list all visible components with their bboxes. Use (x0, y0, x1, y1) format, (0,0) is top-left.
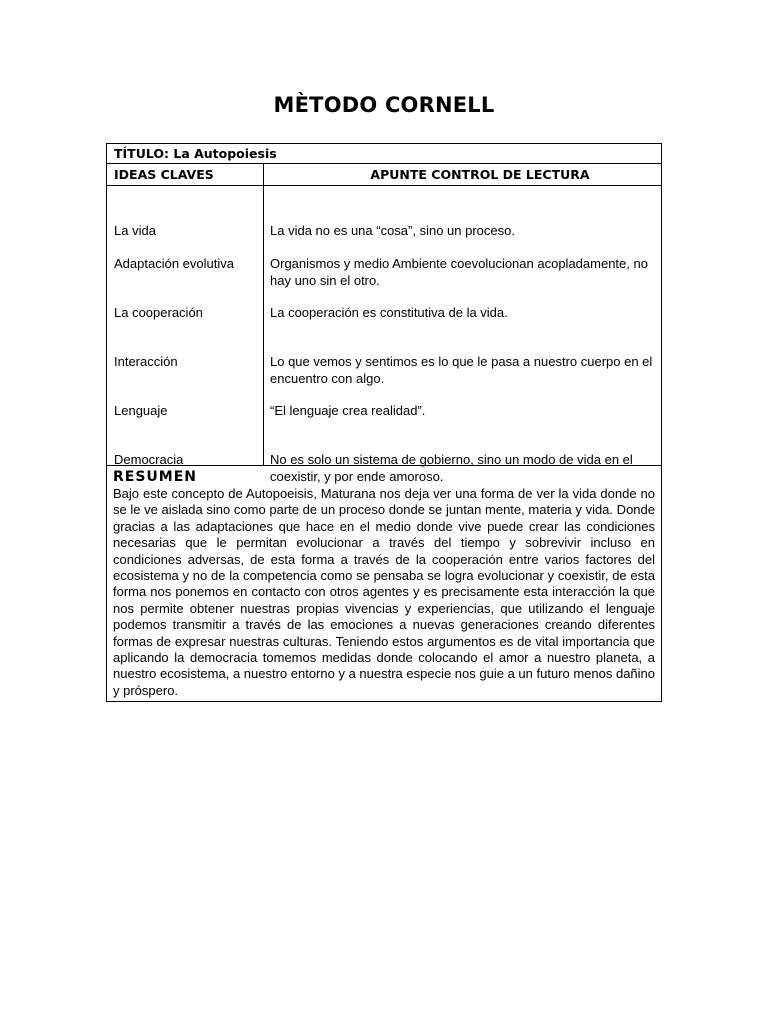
resumen-heading: RESUMEN (113, 469, 198, 485)
apunte-item: Organismos y medio Ambiente coevolucionan acopladamente, no hay uno sin el otro. (270, 256, 648, 288)
apunte-item: “El lenguaje crea realidad”. (270, 403, 426, 418)
idea-item: La cooperación (114, 305, 203, 320)
header-ideas-claves: IDEAS CLAVES (107, 164, 264, 186)
idea-item: Lenguaje (114, 403, 168, 418)
idea-item: Interacción (114, 354, 178, 369)
apunte-item: La cooperación es constitutiva de la vida. (270, 305, 508, 320)
idea-item: La vida (114, 223, 156, 238)
apunte-item: La vida no es una “cosa”, sino un proceso. (270, 223, 515, 238)
apunte-item: Lo que vemos y sentimos es lo que le pasa a nuestro cuerpo en el encuentro con algo. (270, 354, 653, 386)
resumen-text: Bajo este concepto de Autopoeisis, Maturana nos deja ver una forma de ver la vida donde no se le ve aislada sino como parte de un proceso donde se juntan mente, materia y vida. Donde gracias a las adaptaciones que hace en el medio donde vive puede crear las condiciones necesarias que le permitan evolucionar a través del tiempo y sobrevivir incluso en condiciones adversas, de esta forma a través de la cooperación entre varios factores del ecosistema y no de la competencia como se pensaba se logra evolucionar y coexistir, de esta forma nos ponemos en contacto con otros agentes y es precisamente esta interacción la que nos permite obtener nuestras propias vivencias y experiencias, que utilizando el lenguaje podemos transmitir a través de las emociones a nuevas generaciones creando diferentes formas de expresar nuestras culturas. Teniendo estos argumentos es de vital importancia que aplicando la democracia tomemos medidas donde colocando el amor a nuestro planeta, a nuestro ecosistema, a nuestro entorno y a nuestra especie nos guie a un futuro menos dañino y próspero. (113, 486, 656, 698)
idea-item: Democracia (114, 452, 184, 467)
document-title: MÈTODO CORNELL (273, 93, 495, 117)
cornell-table (106, 143, 662, 702)
idea-item: Adaptación evolutiva (114, 256, 234, 271)
resumen-section (107, 466, 662, 702)
ideas-column (107, 186, 264, 466)
header-apunte-control: APUNTE CONTROL DE LECTURA (264, 164, 662, 186)
apuntes-column (264, 186, 662, 484)
apunte-item: No es solo un sistema de gobierno, sino un modo de vida en el coexistir, y por ende amoroso. (270, 452, 633, 484)
table-title: TÍTULO: La Autopoiesis (107, 144, 662, 164)
